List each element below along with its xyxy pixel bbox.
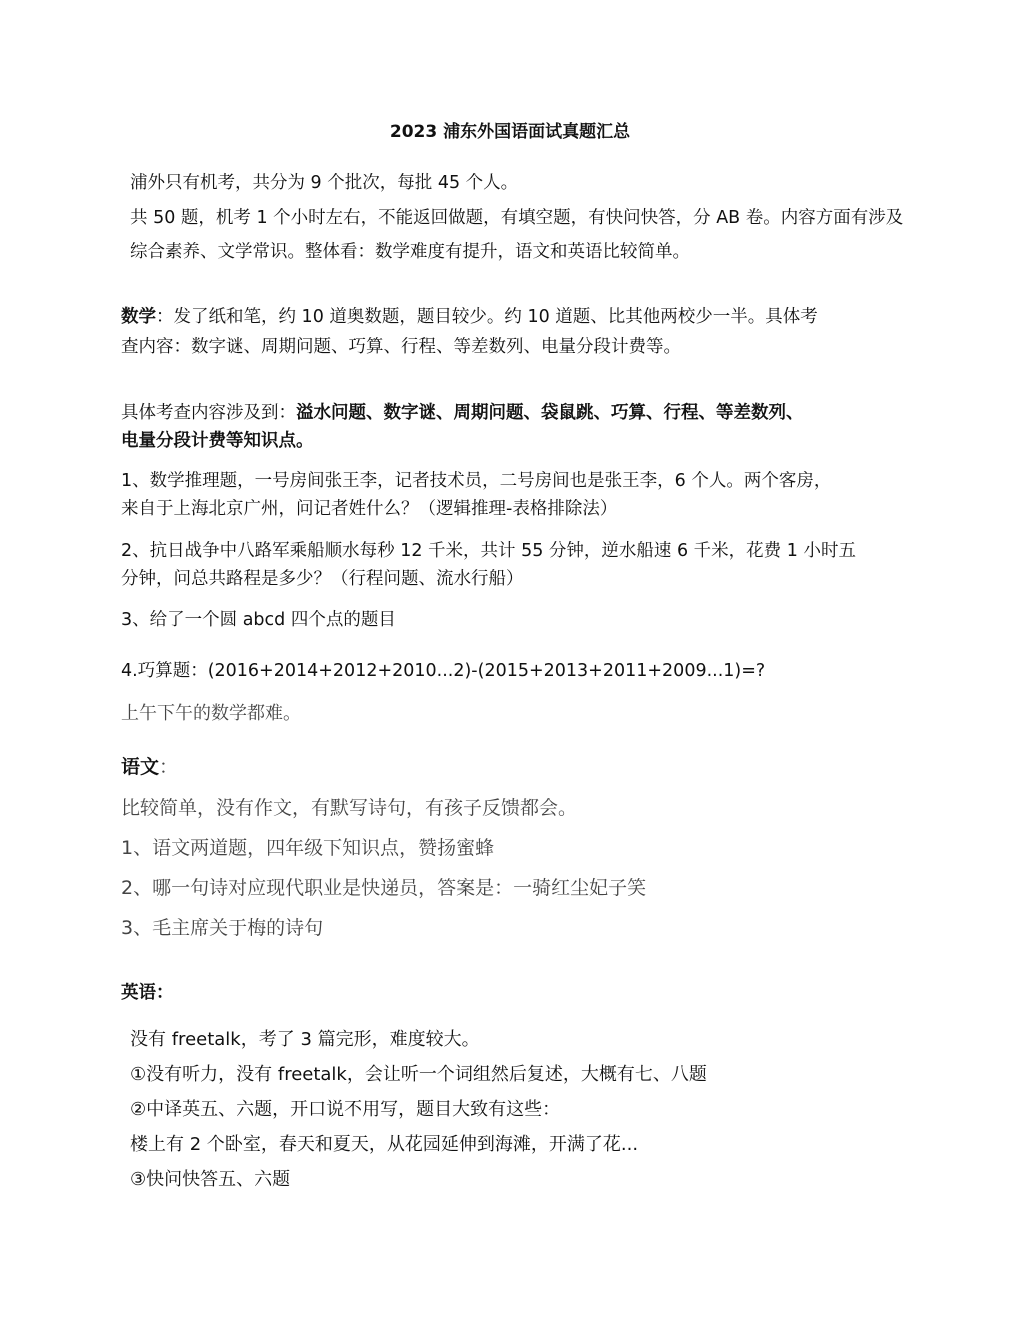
chinese-heading-colon: ： [159, 756, 179, 778]
math-topics-bold: 溢水问题、数字谜、周期问题、袋鼠跳、巧算、行程、等差数列、 [296, 403, 804, 423]
chinese-line: 2、哪一句诗对应现代职业是快递员，答案是：一骑红尘妃子笑 [121, 877, 647, 899]
math-question: 3、给了一个圆 abcd 四个点的题目 [121, 610, 396, 630]
english-line: ③快问快答五、六题 [130, 1169, 291, 1190]
chinese-line: 3、毛主席关于梅的诗句 [121, 917, 324, 939]
intro-line: 浦外只有机考，共分为 9 个批次，每批 45 个人。 [130, 173, 519, 193]
math-note: 上午下午的数学都难。 [121, 703, 301, 724]
math-intro-text: ：发了纸和笔，约 10 道奥数题，题目较少。约 10 道题、比其他两校少一半。具体考 [156, 307, 818, 327]
math-paragraph-line: 查内容：数字谜、周期问题、巧算、行程、等差数列、电量分段计费等。 [121, 337, 681, 357]
chinese-line: 1、语文两道题，四年级下知识点，赞扬蜜蜂 [121, 837, 495, 859]
math-question: 来自于上海北京广州，问记者姓什么？（逻辑推理-表格排除法） [121, 499, 618, 519]
math-topics-line [121, 403, 804, 424]
math-topics-line: 电量分段计费等知识点。 [121, 431, 314, 451]
english-line: 楼上有 2 个卧室，春天和夏天，从花园延伸到海滩，开满了花... [130, 1134, 639, 1155]
math-heading: 数学 [121, 307, 156, 327]
chinese-line: 比较简单，没有作文，有默写诗句，有孩子反馈都会。 [121, 797, 578, 819]
document-title: 2023 浦东外国语面试真题汇总 [389, 122, 631, 142]
english-heading: 英语： [121, 983, 174, 1003]
math-paragraph-line [121, 307, 818, 328]
math-question: 分钟，问总共路程是多少？（行程问题、流水行船） [121, 569, 524, 589]
math-question: 2、抗日战争中八路军乘船顺水每秒 12 千米，共计 55 分钟，逆水船速 6 千米，花费 1 小时五 [121, 541, 856, 561]
chinese-heading: 语文 [121, 756, 160, 778]
math-topics-prefix: 具体考查内容涉及到： [121, 403, 296, 423]
math-question: 4.巧算题：(2016+2014+2012+2010...2)-(2015+2013+2011+2009...1)=? [121, 661, 766, 681]
english-line: ②中译英五、六题，开口说不用写，题目大致有这些： [130, 1099, 561, 1120]
intro-line: 综合素养、文学常识。整体看：数学难度有提升，语文和英语比较简单。 [130, 242, 690, 262]
english-line: 没有 freetalk，考了 3 篇完形，难度较大。 [130, 1029, 480, 1050]
english-line: ①没有听力，没有 freetalk，会让听一个词组然后复述，大概有七、八题 [130, 1064, 707, 1085]
chinese-heading-line [121, 756, 178, 779]
intro-line: 共 50 题，机考 1 个小时左右，不能返回做题，有填空题，有快问快答，分 AB 卷。内容方面有涉及 [130, 208, 904, 228]
math-question: 1、数学推理题，一号房间张王李，记者技术员，二号房间也是张王李，6 个人。两个客房， [121, 471, 832, 491]
